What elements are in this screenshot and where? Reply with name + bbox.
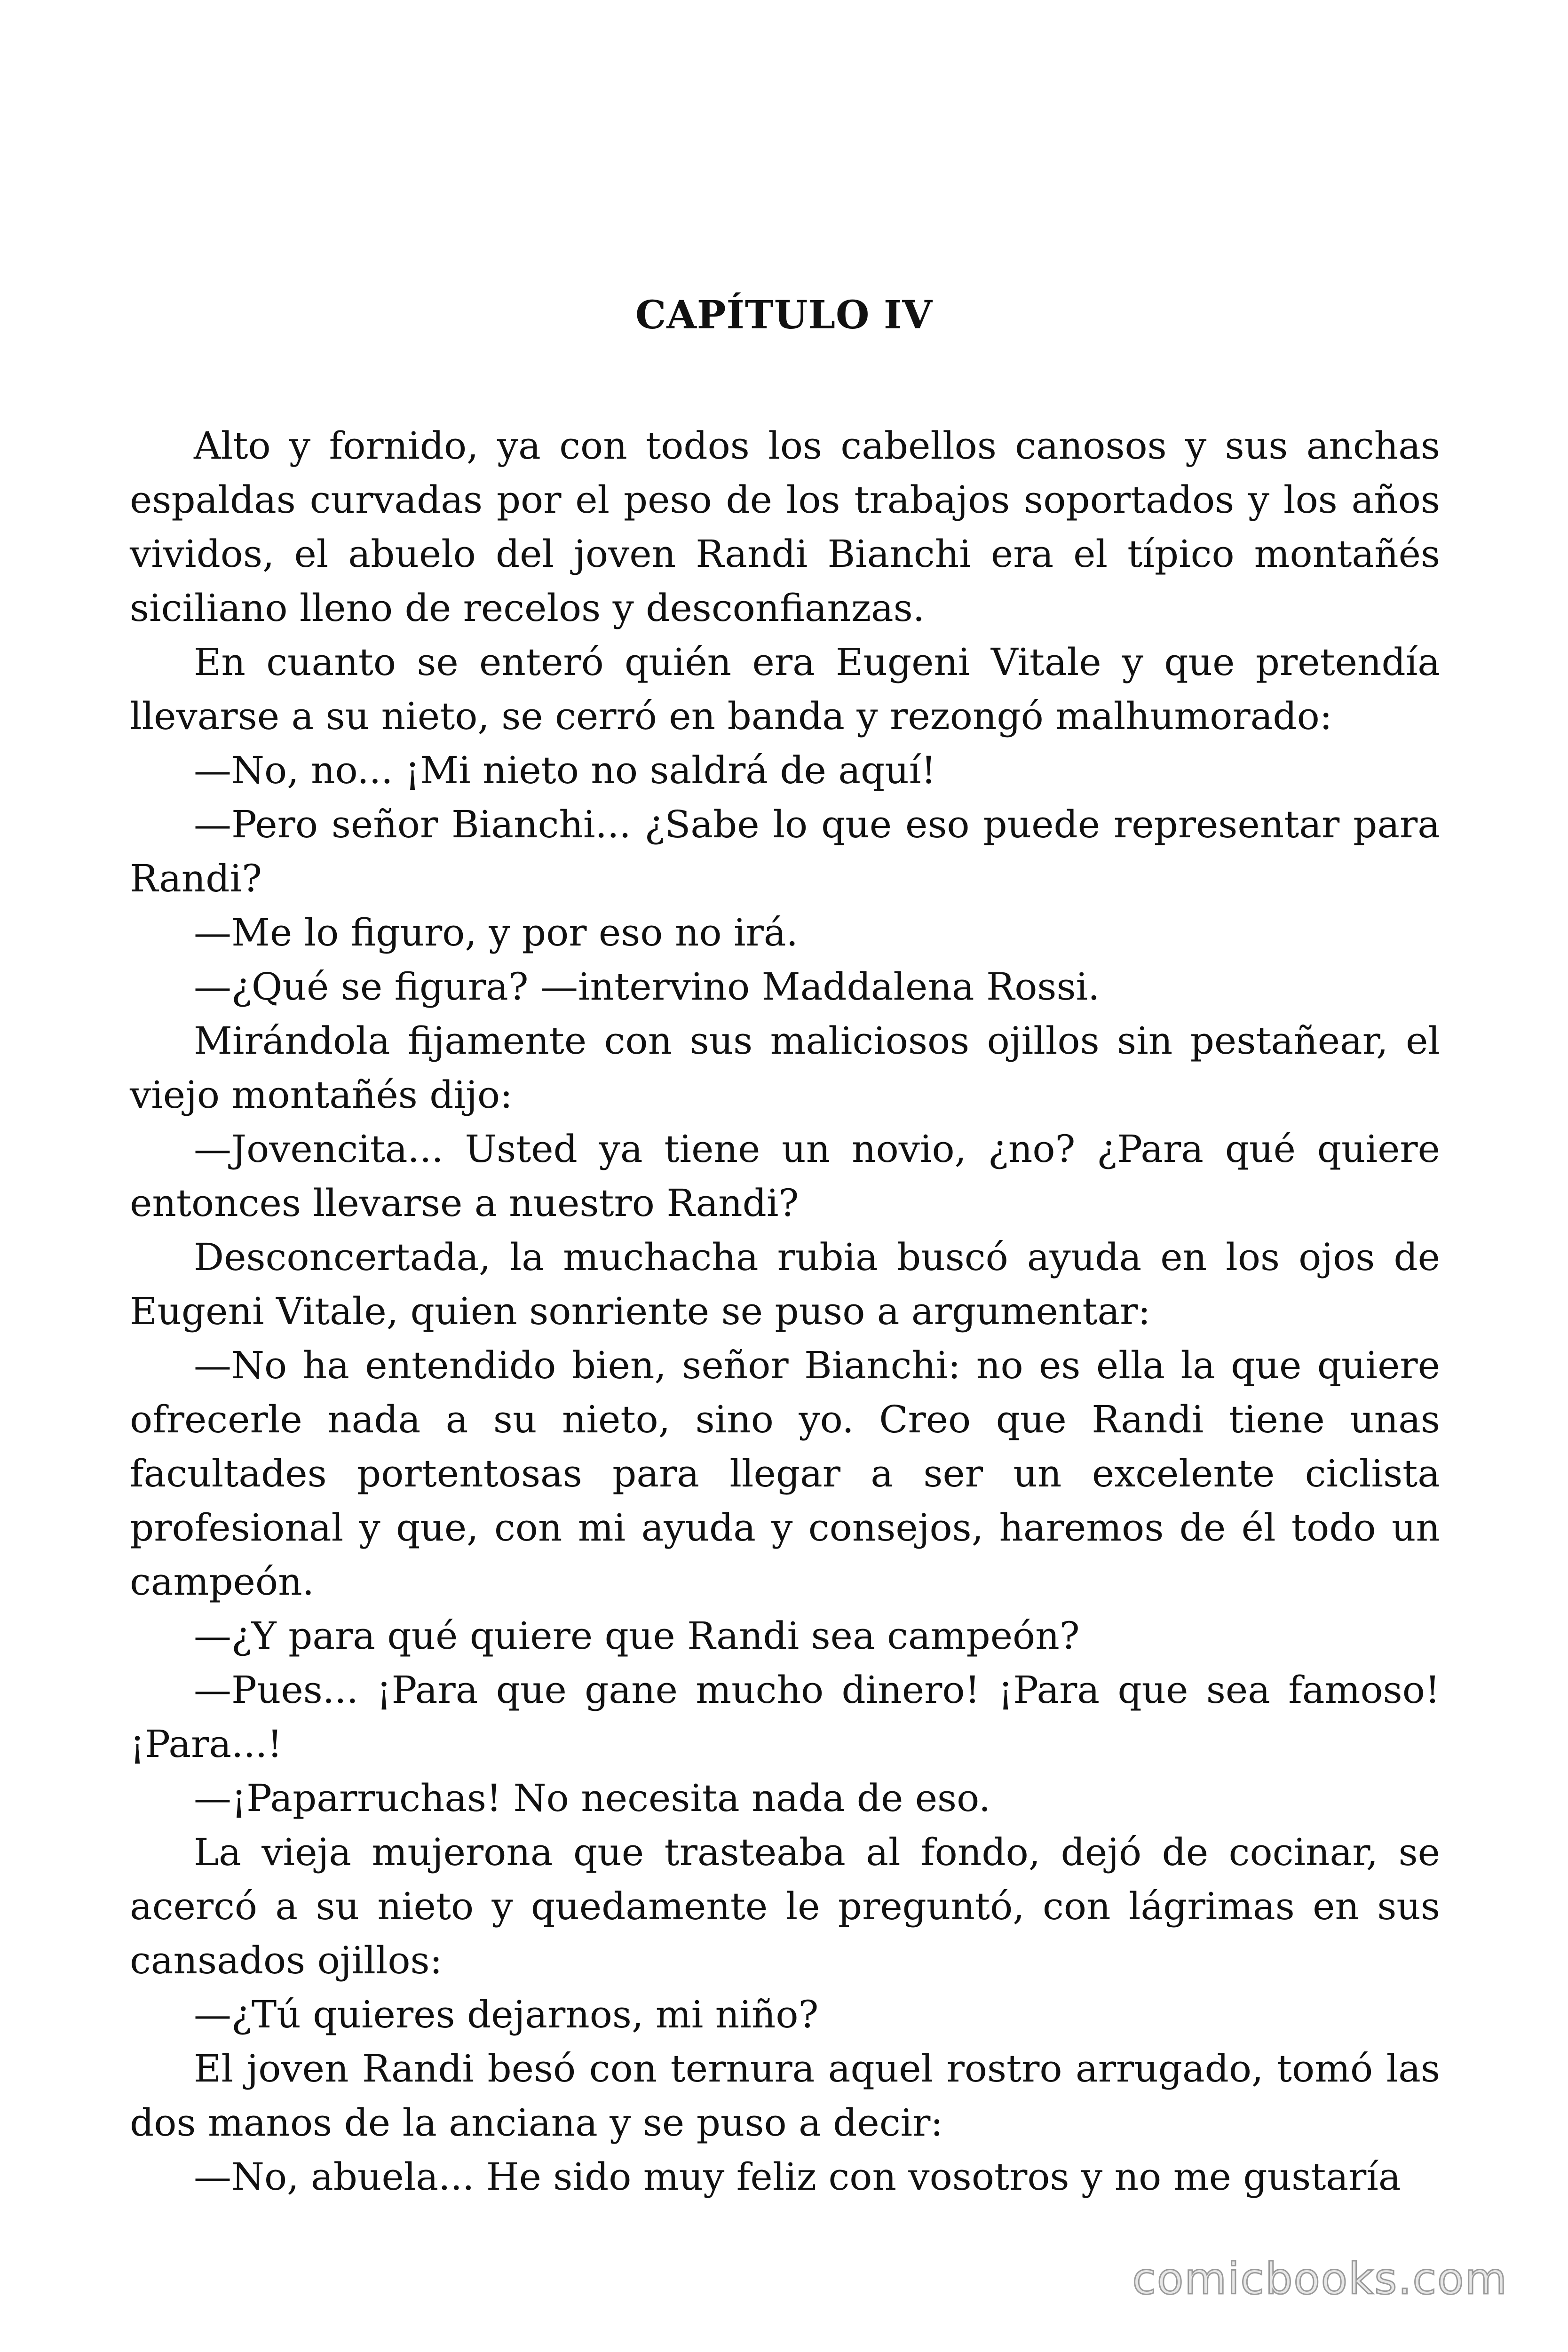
watermark: comicbooks.com: [1132, 2254, 1508, 2304]
dialogue-line: —¿Tú quieres dejarnos, mi niño?: [194, 1993, 819, 2036]
dialogue-line: —¡Paparruchas! No necesita nada de eso.: [194, 1776, 991, 1820]
dialogue-line: —No, abuela... He sido muy feliz con vosotros y no me gustaría: [194, 2155, 1401, 2199]
dialogue-line: —¿Qué se figura? —intervino Maddalena Rossi.: [194, 965, 1100, 1009]
dialogue-line: —¿Y para qué quiere que Randi sea campeón?: [194, 1614, 1080, 1658]
dialogue-line: —Pues... ¡Para que gane mucho dinero! ¡Para que sea famoso! ¡Para...!: [130, 1668, 1440, 1766]
paragraph: Desconcertada, la muchacha rubia buscó ayuda en los ojos de Eugeni Vitale, quien sonriente se puso a argumentar:: [130, 1235, 1440, 1333]
dialogue-line: —No, no... ¡Mi nieto no saldrá de aquí!: [194, 748, 936, 792]
chapter-title: CAPÍTULO IV: [635, 292, 933, 338]
dialogue-line: —Me lo figuro, y por eso no irá.: [194, 911, 798, 954]
chapter-body: [130, 419, 1440, 2204]
paragraph: Mirándola fijamente con sus maliciosos ojillos sin pestañear, el viejo montañés dijo:: [130, 1019, 1440, 1117]
paragraph: El joven Randi besó con ternura aquel rostro arrugado, tomó las dos manos de la anciana y se puso a decir:: [130, 2047, 1440, 2145]
dialogue-line: —Pero señor Bianchi... ¿Sabe lo que eso puede representar para Randi?: [130, 803, 1440, 900]
dialogue-line: —Jovencita... Usted ya tiene un novio, ¿no? ¿Para qué quiere entonces llevarse a nuestro Randi?: [130, 1127, 1440, 1225]
paragraph: La vieja mujerona que trasteaba al fondo, dejó de cocinar, se acercó a su nieto y quedamente le preguntó, con lágrimas en sus cansados ojillos:: [130, 1830, 1440, 1982]
dialogue-line: —No ha entendido bien, señor Bianchi: no es ella la que quiere ofrecerle nada a su nieto, sino yo. Creo que Randi tiene unas facultades portentosas para llegar a ser un excelente ciclista profesional y que, con mi ayuda y consejos, haremos de él todo un campeón.: [130, 1343, 1440, 1604]
paragraph: En cuanto se enteró quién era Eugeni Vitale y que pretendía llevarse a su nieto, se cerró en banda y rezongó malhumorado:: [130, 640, 1440, 738]
paragraph: Alto y fornido, ya con todos los cabellos canosos y sus anchas espaldas curvadas por el peso de los trabajos soportados y los años vividos, el abuelo del joven Randi Bianchi era el típico montañés siciliano lleno de recelos y desconfianzas.: [130, 424, 1440, 630]
